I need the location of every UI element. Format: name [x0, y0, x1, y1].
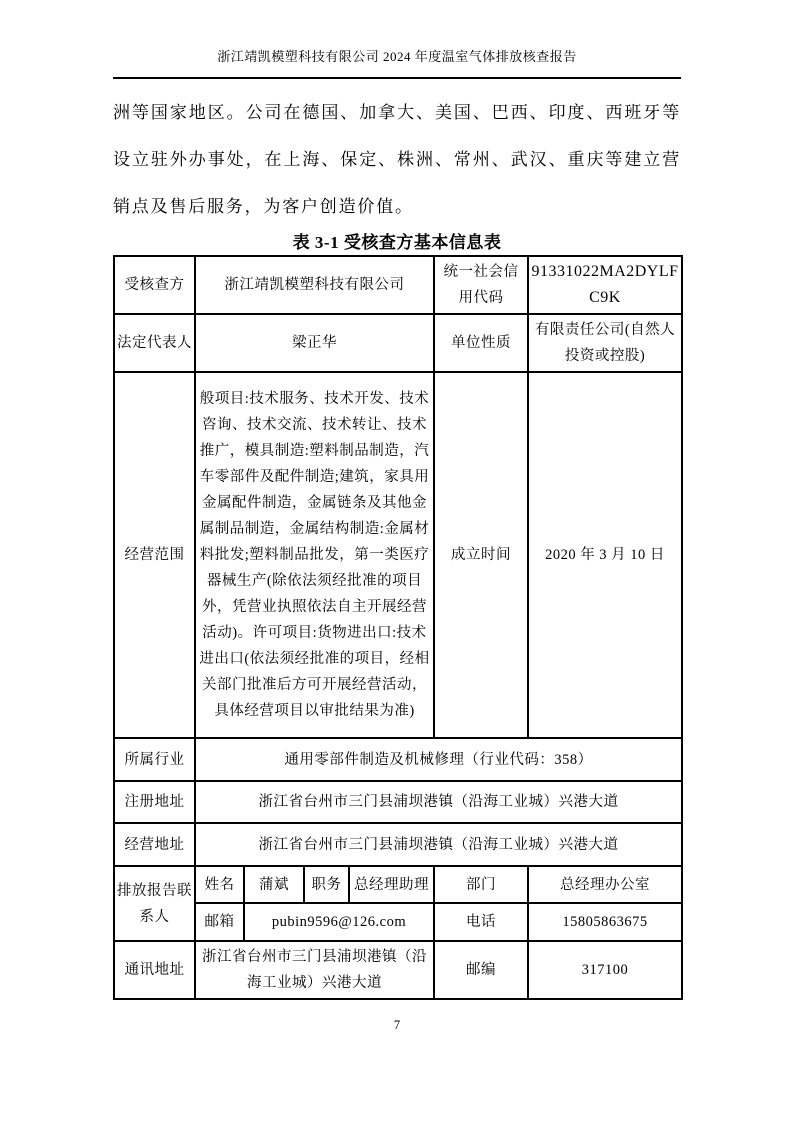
contact-dept-label: 部门 — [434, 866, 528, 903]
contact-email-value: pubin9596@126.com — [244, 903, 434, 941]
establish-date-value: 2020 年 3 月 10 日 — [528, 372, 682, 738]
contact-name-value: 蒲斌 — [244, 866, 304, 903]
contact-title-value: 总经理助理 — [349, 866, 434, 903]
row-legal-rep — [114, 314, 682, 372]
business-address-value: 浙江省台州市三门县浦坝港镇（沿海工业城）兴港大道 — [195, 823, 682, 866]
page-content — [113, 0, 681, 1033]
contact-phone-label: 电话 — [434, 903, 528, 941]
postal-code-label: 邮编 — [434, 941, 528, 999]
unit-nature-label: 单位性质 — [434, 314, 528, 372]
registered-address-value: 浙江省台州市三门县浦坝港镇（沿海工业城）兴港大道 — [195, 781, 682, 823]
business-scope-label: 经营范围 — [114, 372, 195, 738]
business-scope-value: 般项目:技术服务、技术开发、技术咨询、技术交流、技术转让、技术推广，模具制造:塑料制品制造，汽车零部件及配件制造;建筑，家具用金属配件制造，金属链条及其他金属制品制造，金属结构制造:金属材料批发;塑料制品批发，第一类医疗器械生产(除依法须经批准的项目外，凭营业执照依法自主开展经营活动)。许可项目:货物进出口:技术进出口(依法须经批准的项目，经相关部门批准后方可开展经营活动，具体经营项目以审批结果为准) — [195, 372, 434, 738]
verified-party-value: 浙江靖凯模塑科技有限公司 — [195, 256, 434, 314]
row-contact-2 — [114, 903, 682, 941]
page-number: 7 — [393, 1018, 401, 1032]
basic-info-table — [113, 255, 683, 1000]
industry-value: 通用零部件制造及机械修理（行业代码：358） — [195, 738, 682, 781]
body-paragraph: 洲等国家地区。公司在德国、加拿大、美国、巴西、印度、西班牙等设立驻外办事处，在上海、保定、株洲、常州、武汉、重庆等建立营销点及售后服务，为客户创造价值。 — [113, 103, 681, 216]
contact-dept-value: 总经理办公室 — [528, 866, 682, 903]
row-mailing-address — [114, 941, 682, 999]
row-verified-party — [114, 256, 682, 314]
document-header: 浙江靖凯模塑科技有限公司 2024 年度温室气体排放核查报告 — [113, 48, 681, 79]
mailing-address-label: 通讯地址 — [114, 941, 195, 999]
establish-date-label: 成立时间 — [434, 372, 528, 738]
contact-label: 排放报告联系人 — [114, 866, 195, 941]
registered-address-label: 注册地址 — [114, 781, 195, 823]
postal-code-value: 317100 — [528, 941, 682, 999]
row-business-scope — [114, 372, 682, 738]
unit-nature-value: 有限责任公司(自然人投资或控股) — [528, 314, 682, 372]
contact-name-label: 姓名 — [195, 866, 244, 903]
credit-code-value: 91331022MA2DYLFC9K — [528, 256, 682, 314]
legal-rep-label: 法定代表人 — [114, 314, 195, 372]
row-business-address — [114, 823, 682, 866]
table-title: 表 3-1 受核查方基本信息表 — [292, 233, 502, 252]
legal-rep-value: 梁正华 — [195, 314, 434, 372]
contact-email-label: 邮箱 — [195, 903, 244, 941]
row-contact-1 — [114, 866, 682, 903]
row-industry — [114, 738, 682, 781]
business-address-label: 经营地址 — [114, 823, 195, 866]
verified-party-label: 受核查方 — [114, 256, 195, 314]
industry-label: 所属行业 — [114, 738, 195, 781]
contact-title-label: 职务 — [304, 866, 349, 903]
row-registered-address — [114, 781, 682, 823]
mailing-address-value: 浙江省台州市三门县浦坝港镇（沿海工业城）兴港大道 — [195, 941, 434, 999]
contact-phone-value: 15805863675 — [528, 903, 682, 941]
credit-code-label: 统一社会信用代码 — [434, 256, 528, 314]
